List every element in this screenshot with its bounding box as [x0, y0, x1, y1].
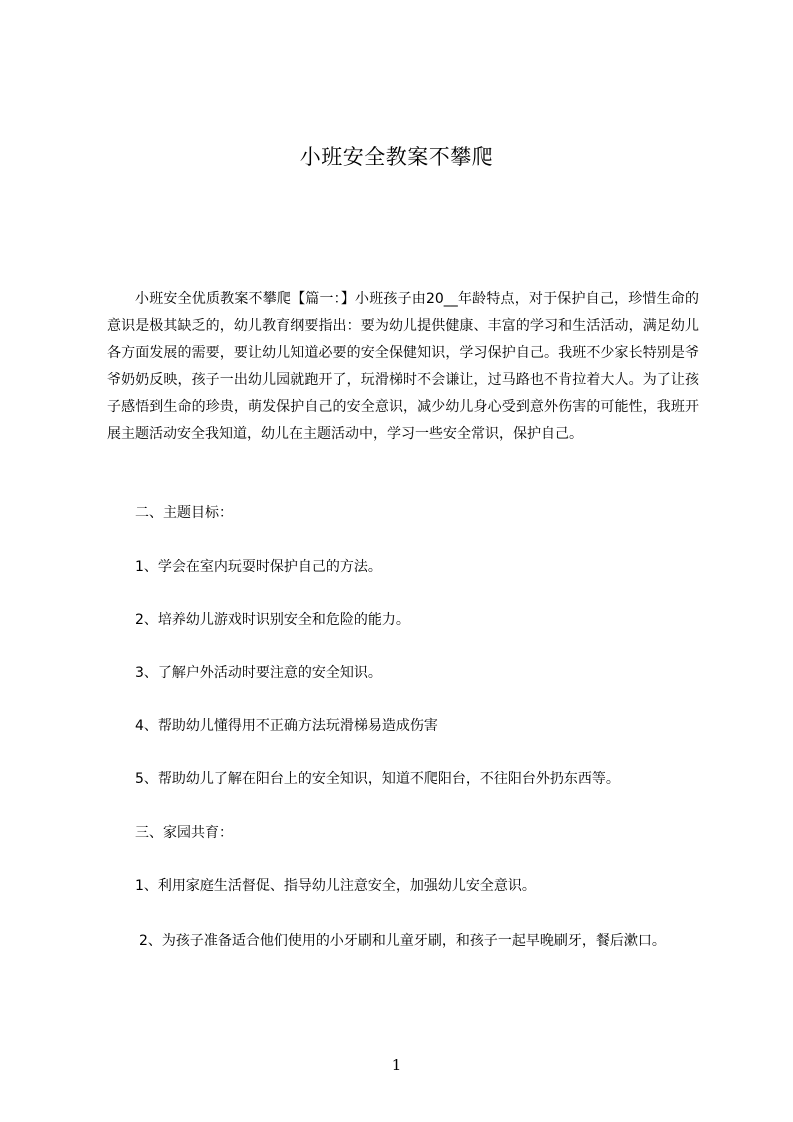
page-number: 1 [391, 1056, 402, 1074]
goal-item-3: 3、了解户外活动时要注意的安全知识。 [135, 665, 382, 681]
goal-item-1: 1、学会在室内玩耍时保护自己的方法。 [135, 559, 382, 575]
section-heading-home: 三、家园共育： [135, 825, 233, 841]
document-title: 小班安全教案不攀爬 [299, 145, 494, 169]
intro-paragraph: 小班安全优质教案不攀爬【篇一：】小班孩子由20__年龄特点，对于保护自己，珍惜生命的意识是极其缺乏的，幼儿教育纲要指出：要为幼儿提供健康、丰富的学习和生活活动，满足幼儿各方面发展的需要，要让幼儿知道必要的安全保健知识，学习保护自己。我班不少家长特别是爷爷奶奶反映，孩子一出幼儿园就跑开了，玩滑梯时不会谦让，过马路也不肯拉着大人。为了让孩子感悟到生命的珍贵，萌发保护自己的安全意识，减少幼儿身心受到意外伤害的可能性，我班开展主题活动安全我知道，幼儿在主题活动中，学习一些安全常识，保护自己。 [107, 291, 699, 442]
home-item-2: 2、为孩子准备适合他们使用的小牙刷和儿童牙刷，和孩子一起早晚刷牙，餐后漱口。 [139, 933, 666, 949]
goal-item-4: 4、帮助幼儿懂得用不正确方法玩滑梯易造成伤害 [135, 718, 438, 734]
section-heading-goals: 二、主题目标： [135, 505, 233, 521]
home-item-1: 1、利用家庭生活督促、指导幼儿注意安全，加强幼儿安全意识。 [135, 878, 536, 894]
goal-item-2: 2、培养幼儿游戏时识别安全和危险的能力。 [135, 612, 410, 628]
goal-item-5: 5、帮助幼儿了解在阳台上的安全知识，知道不爬阳台，不往阳台外扔东西等。 [135, 771, 620, 787]
